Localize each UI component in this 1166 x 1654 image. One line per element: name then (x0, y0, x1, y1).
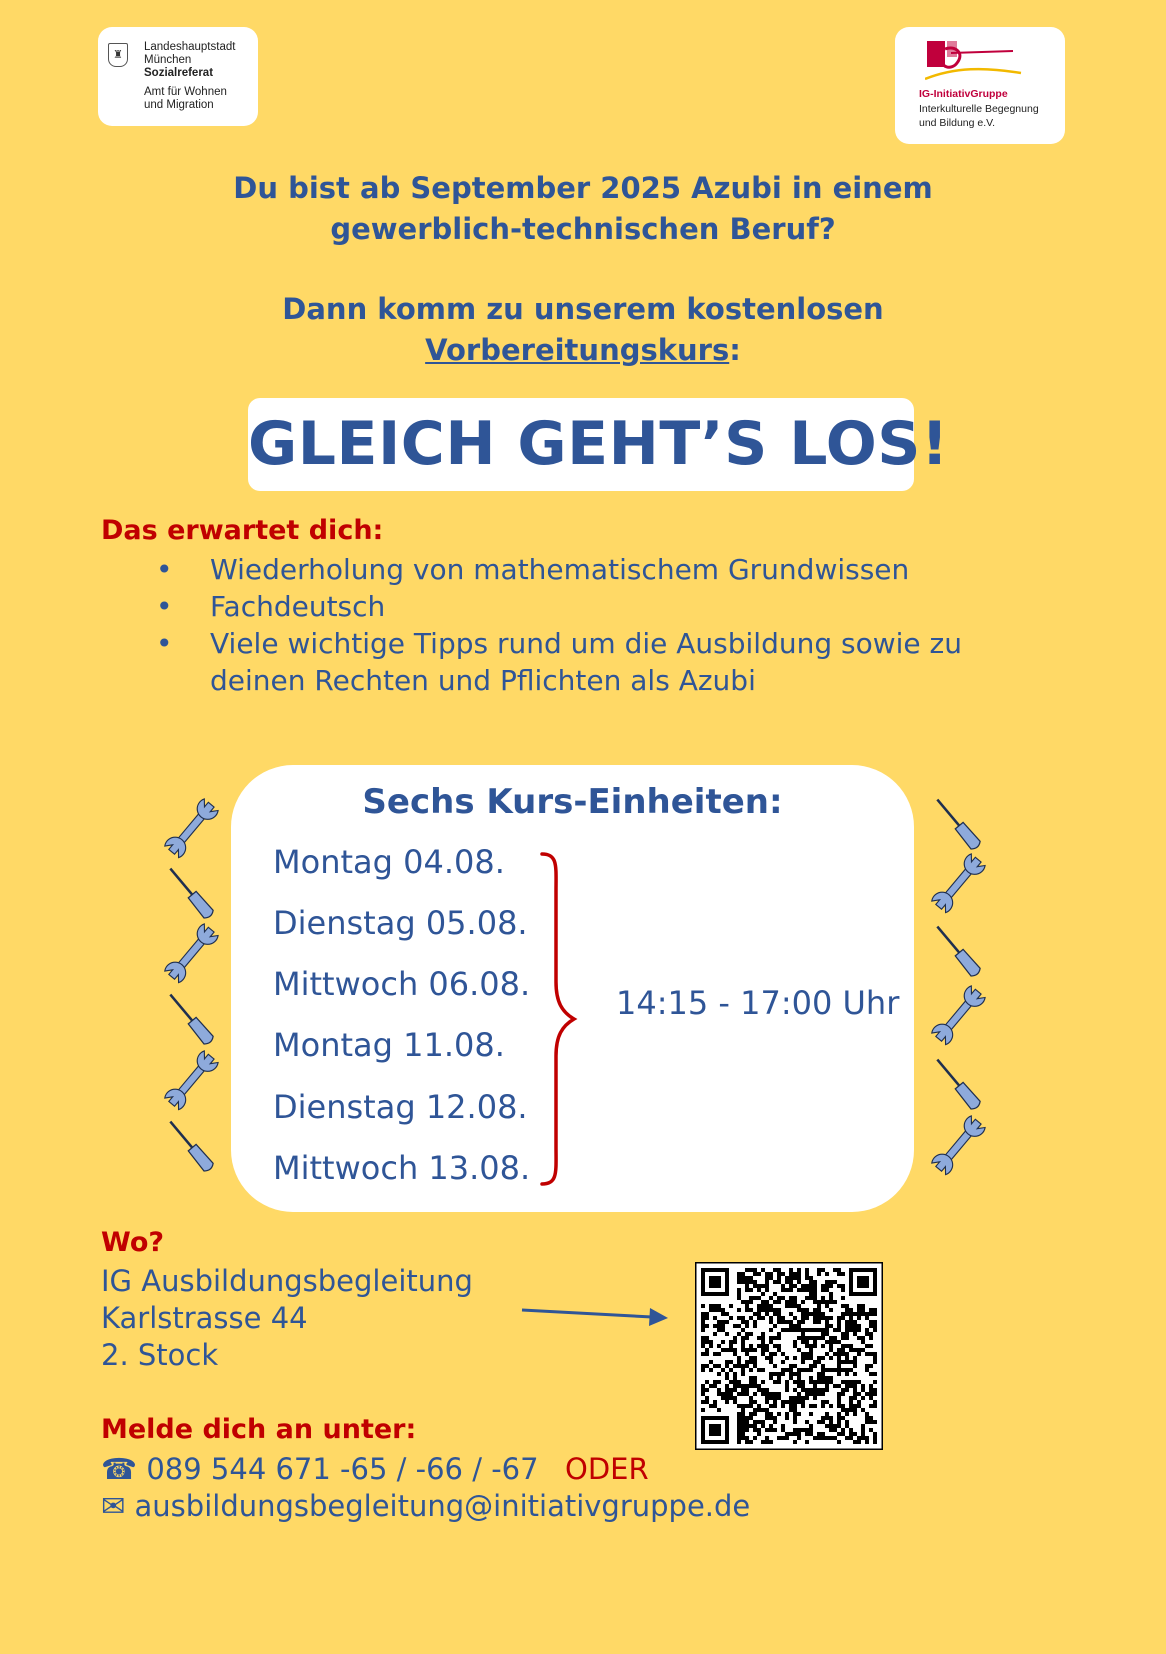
course-day: Mittwoch 13.08. (273, 1149, 531, 1187)
course-day: Mittwoch 06.08. (273, 965, 531, 1003)
email-link[interactable]: ausbildungsbegleitung@initiativgruppe.de (134, 1489, 751, 1523)
tools-left-decoration (160, 790, 226, 1180)
wrench-icon (931, 853, 987, 914)
vorbereitungskurs-text: Vorbereitungskurs (425, 333, 730, 367)
logo-right-org: IG-InitiativGruppe (919, 88, 1008, 100)
register-heading: Melde dich an unter: (101, 1414, 417, 1445)
wrench-icon (164, 1050, 220, 1111)
logo-left-line3: Sozialreferat (144, 67, 214, 79)
arrow-right-icon (518, 1300, 670, 1330)
intro-line-4 (0, 330, 1166, 371)
logo-right-line2: Interkulturelle Begegnung (919, 103, 1039, 115)
location-line-3: 2. Stock (101, 1338, 219, 1372)
logo-left-line4: Amt für Wohnen (144, 86, 227, 98)
initiativgruppe-logo (895, 27, 1065, 144)
phone-number[interactable]: 089 544 671 -65 / -66 / -67 (146, 1452, 539, 1486)
course-day: Montag 11.08. (273, 1026, 505, 1064)
expect-list (150, 551, 1050, 699)
screwdriver-icon (166, 1118, 215, 1173)
headline-banner: GLEICH GEHT’S LOS! (248, 398, 914, 491)
expect-item: • Viele wichtige Tipps rund um die Ausbildung sowie zu (150, 625, 1050, 662)
course-day: Dienstag 05.08. (273, 904, 528, 942)
tools-right-decoration (925, 785, 991, 1185)
location-line-1: IG Ausbildungsbegleitung (101, 1264, 473, 1298)
screwdriver-icon (933, 796, 982, 851)
curly-brace-icon (536, 852, 582, 1186)
course-day: Dienstag 12.08. (273, 1088, 528, 1126)
location-line-2: Karlstrasse 44 (101, 1301, 308, 1335)
screwdriver-icon (166, 991, 215, 1046)
email-line (101, 1488, 750, 1525)
intro-line-1: Du bist ab September 2025 Azubi in einem (233, 171, 933, 205)
course-day: Montag 04.08. (273, 843, 505, 881)
wrench-icon (164, 798, 220, 859)
expect-item: • Fachdeutsch (150, 588, 1050, 625)
logo-right-line3: und Bildung e.V. (919, 117, 996, 129)
ig-emblem-icon (925, 39, 1025, 89)
intro-colon: : (729, 333, 741, 367)
course-title: Sechs Kurs-Einheiten: (362, 782, 783, 822)
wrench-icon (931, 1115, 987, 1176)
phone-icon: ☎ (101, 1452, 138, 1486)
intro-line-3: Dann komm zu unserem kostenlosen (282, 292, 884, 326)
expect-item-continuation: deinen Rechten und Pflichten als Azubi (210, 664, 756, 697)
screwdriver-icon (933, 923, 982, 978)
logo-left-line2: München (144, 54, 192, 66)
expect-item: • Wiederholung von mathematischem Grundwissen (150, 551, 1050, 588)
phone-line (101, 1451, 539, 1488)
munich-crest-icon: ♜ (108, 43, 128, 67)
location-heading: Wo? (101, 1227, 165, 1258)
sozialreferat-logo (98, 27, 258, 126)
or-label: ODER (565, 1452, 649, 1486)
intro-line-2: gewerblich-technischen Beruf? (330, 212, 836, 246)
logo-left-line5: und Migration (144, 99, 214, 111)
wrench-icon (164, 923, 220, 984)
mail-icon: ✉ (101, 1489, 126, 1523)
expect-heading: Das erwartet dich: (101, 515, 384, 546)
qr-code[interactable] (695, 1262, 883, 1450)
logo-left-line1: Landeshauptstadt (144, 41, 236, 53)
screwdriver-icon (166, 865, 215, 920)
course-time: 14:15 - 17:00 Uhr (616, 984, 900, 1022)
screwdriver-icon (933, 1056, 982, 1111)
wrench-icon (931, 985, 987, 1046)
